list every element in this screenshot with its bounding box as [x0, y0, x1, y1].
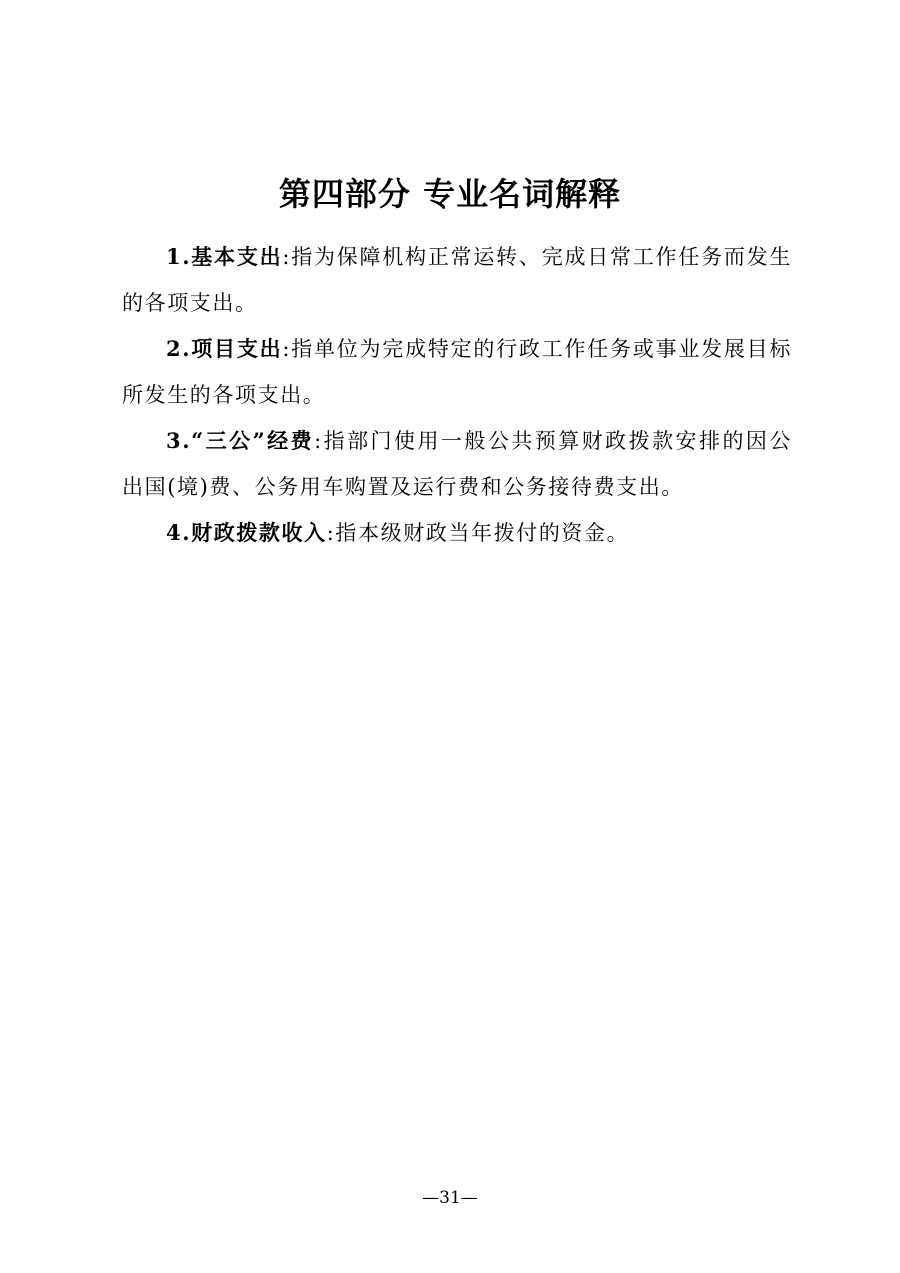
- term-separator: :: [282, 337, 292, 361]
- page-number: —31—: [422, 1188, 478, 1208]
- term-list: [122, 234, 792, 556]
- term-definition: 指本级财政当年拨付的资金。: [335, 521, 630, 545]
- term-fiscal-appropriation-income: [122, 510, 792, 556]
- term-definition: 指部门使用一般公共预算财政拨款安排的因公出国(境)费、公务用车购置及运行费和公务接待费支出。: [122, 429, 792, 499]
- term-basic-expenditure: [122, 234, 792, 326]
- term-three-public-expenses: [122, 418, 792, 510]
- term-separator: :: [326, 521, 336, 545]
- term-definition: 指单位为完成特定的行政工作任务或事业发展目标所发生的各项支出。: [122, 337, 792, 407]
- term-label: 2.项目支出: [166, 336, 283, 361]
- term-project-expenditure: [122, 326, 792, 418]
- term-label: 1.基本支出: [166, 244, 283, 269]
- term-label: 3.“三公”经费: [166, 428, 315, 453]
- term-separator: :: [314, 429, 323, 453]
- term-label: 4.财政拨款收入: [166, 520, 327, 545]
- term-separator: :: [282, 245, 292, 269]
- term-definition: 指为保障机构正常运转、完成日常工作任务而发生的各项支出。: [122, 245, 792, 315]
- page-title: 第四部分 专业名词解释: [278, 175, 622, 213]
